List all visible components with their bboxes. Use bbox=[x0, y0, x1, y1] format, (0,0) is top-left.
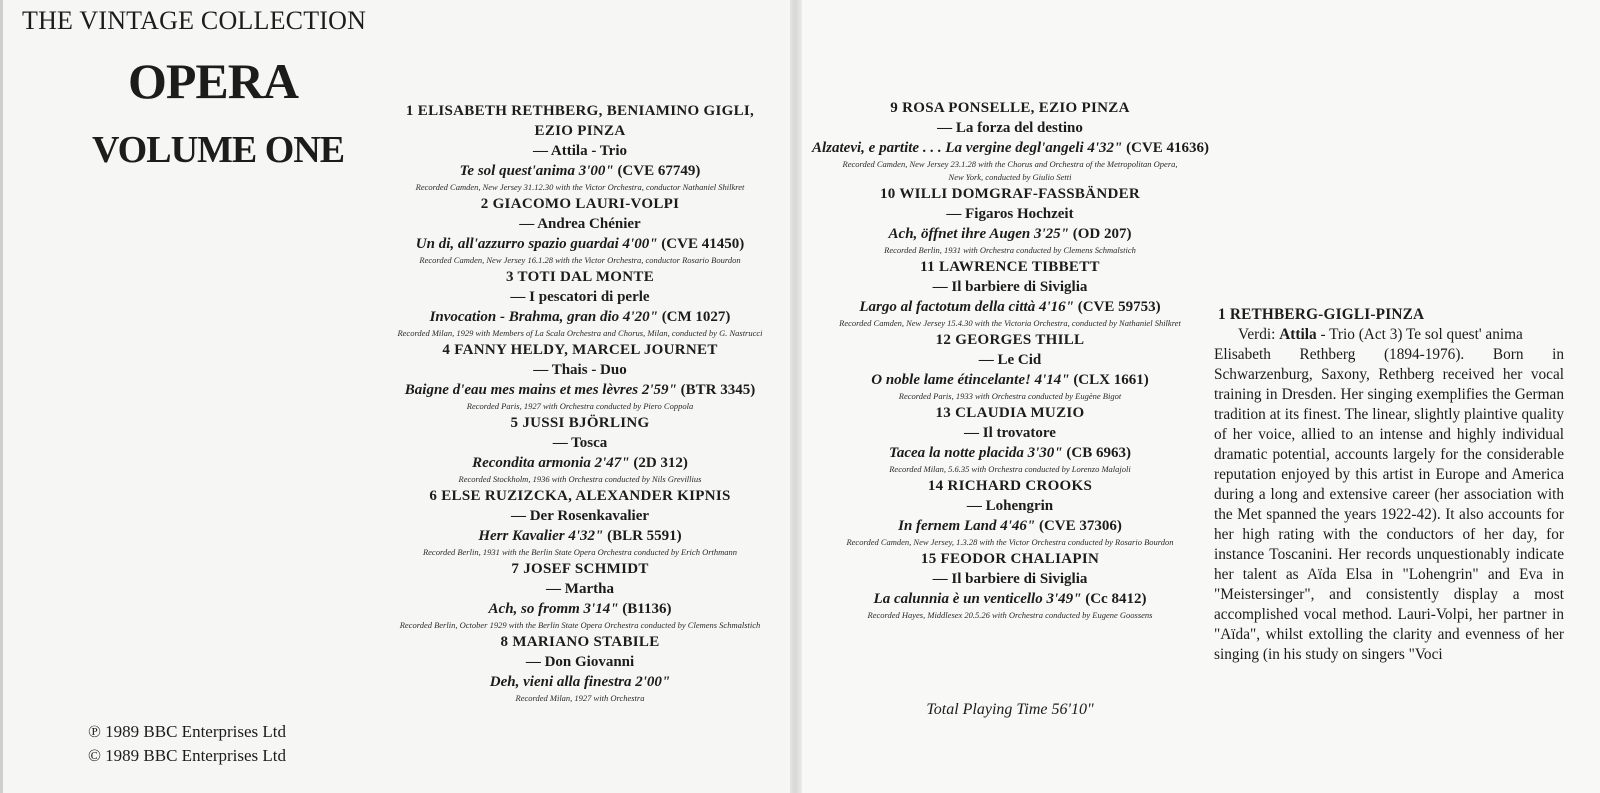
track-performers: 15 FEODOR CHALIAPIN bbox=[920, 551, 1100, 567]
track-aria-line bbox=[380, 599, 780, 619]
track-aria: Baigne d'eau mes mains et mes lèvres 2'59" bbox=[404, 382, 677, 398]
track-catalogue-number: (CVE 41450) bbox=[661, 236, 745, 252]
track-performers: 5 JUSSI BJÖRLING bbox=[510, 415, 650, 431]
track-catalogue-number: (CVE 59753) bbox=[1077, 299, 1161, 315]
track-recording-note: Recorded Milan, 1929 with Members of La Scala Orchestra and Chorus, Milan, conducted by G. Nastrucci bbox=[397, 328, 763, 338]
track-performers: 14 RICHARD CROOKS bbox=[927, 478, 1093, 494]
track-aria-line bbox=[380, 380, 780, 400]
track-aria-line bbox=[812, 297, 1208, 317]
track-catalogue-number: (Cc 8412) bbox=[1085, 591, 1147, 607]
copyright-block bbox=[88, 720, 286, 768]
track-aria-line bbox=[812, 224, 1208, 244]
track-aria: Ach, so fromm 3'14" bbox=[488, 601, 619, 617]
track-recording-note: Recorded Stockholm, 1936 with Orchestra conducted by Nils Grevillius bbox=[458, 474, 702, 484]
track-performers: 9 ROSA PONSELLE, EZIO PINZA bbox=[890, 100, 1130, 116]
track-performers: 13 CLAUDIA MUZIO bbox=[935, 405, 1085, 421]
track-aria: Deh, vieni alla finestra 2'00" bbox=[489, 674, 671, 690]
track-entry bbox=[812, 184, 1208, 257]
track-entry bbox=[380, 101, 780, 194]
track-recording-note: Recorded Milan, 1927 with Orchestra bbox=[515, 693, 645, 703]
track-recording-note: Recorded Berlin, October 1929 with the Berlin State Opera Orchestra conducted by Clemens Schmalstich bbox=[399, 620, 761, 630]
track-work: — Figaros Hochzeit bbox=[946, 206, 1074, 222]
track-aria: Recondita armonia 2'47" bbox=[472, 455, 630, 471]
track-entry bbox=[812, 403, 1208, 476]
track-performers: 7 JOSEF SCHMIDT bbox=[511, 561, 649, 577]
notes-body: Elisabeth Rethberg (1894-1976). Born in Schwarzenburg, Saxony, Rethberg received her vocal training in Dresden. Her singing exemplifies the German tradition at its finest. The linear, slightly plaintive quality of her voice, allied to an intense and highly individual dramatic potential, accounts largely for the considerable reputation enjoyed by this artist in Europe and America during a long and extensive career (her association with the Met spanned the years 1922-42). It also accounts for her high rating with the conductors of her day, for instance Toscanini. Her records unquestionably indicate her talent as Aïda Elsa in "Lohengrin" and Eva in "Meistersinger", and consistently display a most accomplished vocal method. Lauri-Volpi, her partner in "Aïda", whilst extolling the clarity and evenness of her singing (in his study on singers "Voci bbox=[1214, 346, 1564, 663]
track-performers: 3 TOTI DAL MONTE bbox=[505, 269, 655, 285]
track-entry bbox=[380, 632, 780, 705]
series-title: THE VINTAGE COLLECTION bbox=[22, 6, 367, 35]
track-aria: In fernem Land 4'46" bbox=[898, 518, 1036, 534]
track-aria: Tacea la notte placida 3'30" bbox=[889, 445, 1063, 461]
track-list-column-2 bbox=[812, 98, 1208, 622]
track-entry bbox=[812, 549, 1208, 622]
track-work: — Tosca bbox=[552, 435, 608, 451]
notes-heading: 1 RETHBERG-GIGLI-PINZA bbox=[1218, 306, 1425, 323]
track-aria-line bbox=[812, 589, 1208, 609]
total-playing-time: Total Playing Time 56'10" bbox=[926, 701, 1094, 718]
track-aria-line bbox=[380, 526, 780, 546]
track-recording-note: Recorded Camden, New Jersey 16.1.28 with the Victor Orchestra, conductor Rosario Bourdon bbox=[419, 255, 741, 265]
notes-subtitle bbox=[1214, 325, 1564, 345]
track-catalogue-number: (CVE 41636) bbox=[1126, 140, 1210, 156]
track-entry bbox=[380, 559, 780, 632]
track-catalogue-number: (CB 6963) bbox=[1066, 445, 1131, 461]
track-aria-line bbox=[812, 370, 1208, 390]
track-aria: La calunnia è un venticello 3'49" bbox=[873, 591, 1082, 607]
copyright-notice: © 1989 BBC Enterprises Ltd bbox=[88, 746, 287, 765]
phonogram-copyright: ℗ 1989 BBC Enterprises Ltd bbox=[88, 722, 287, 741]
track-recording-note: Recorded Milan, 5.6.35 with Orchestra conducted by Lorenzo Malajoli bbox=[889, 464, 1131, 474]
track-aria: O noble lame étincelante! 4'14" bbox=[871, 372, 1070, 388]
track-aria: Largo al factotum della città 4'16" bbox=[859, 299, 1074, 315]
track-work: — Andrea Chénier bbox=[519, 216, 641, 232]
track-aria: Alzatevi, e partite . . . La vergine degl'angeli 4'32" bbox=[812, 140, 1123, 156]
track-entry bbox=[380, 340, 780, 413]
track-work: — Don Giovanni bbox=[525, 654, 635, 670]
track-recording-note: Recorded Camden, New Jersey, 1.3.28 with the Victor Orchestra conducted by Rosario Bourdon bbox=[846, 537, 1174, 547]
track-catalogue-number: (OD 207) bbox=[1072, 226, 1132, 242]
track-entry bbox=[812, 98, 1208, 184]
track-performers: 8 MARIANO STABILE bbox=[500, 634, 660, 650]
notes-subtitle-rest: - Trio (Act 3) Te sol quest' anima bbox=[1320, 326, 1523, 343]
track-work: — Martha bbox=[546, 581, 614, 597]
track-recording-note: Recorded Camden, New Jersey 15.4.30 with the Victoria Orchestra, conducted by Nathaniel Shilkret bbox=[839, 318, 1181, 328]
track-work: — Lohengrin bbox=[966, 498, 1054, 514]
track-performers: 1 ELISABETH RETHBERG, BENIAMINO GIGLI, bbox=[405, 103, 755, 119]
track-list-column-1 bbox=[380, 101, 780, 705]
track-entry bbox=[812, 330, 1208, 403]
booklet-spine bbox=[790, 0, 802, 793]
album-title: OPERA bbox=[128, 53, 298, 109]
track-work: — Attila - Trio bbox=[532, 143, 628, 159]
liner-notes bbox=[1214, 305, 1564, 665]
track-performers: 12 GEORGES THILL bbox=[935, 332, 1085, 348]
track-aria-line bbox=[812, 443, 1208, 463]
track-recording-note: New York, conducted by Giulio Setti bbox=[948, 172, 1072, 182]
track-catalogue-number: (CLX 1661) bbox=[1073, 372, 1149, 388]
track-aria: Herr Kavalier 4'32" bbox=[478, 528, 604, 544]
notes-work: Attila bbox=[1279, 326, 1317, 343]
track-aria: Ach, öffnet ihre Augen 3'25" bbox=[888, 226, 1069, 242]
track-aria-line bbox=[380, 234, 780, 254]
track-performers: 10 WILLI DOMGRAF-FASSBÄNDER bbox=[879, 186, 1141, 202]
track-work: — La forza del destino bbox=[937, 120, 1083, 136]
left-page bbox=[0, 0, 790, 793]
volume-title: VOLUME ONE bbox=[92, 129, 345, 171]
track-aria-line bbox=[812, 516, 1208, 536]
track-entry bbox=[380, 486, 780, 559]
track-aria-line bbox=[380, 307, 780, 327]
track-recording-note: Recorded Paris, 1927 with Orchestra conducted by Piero Coppola bbox=[466, 401, 694, 411]
track-recording-note: Recorded Camden, New Jersey 31.12.30 with the Victor Orchestra, conductor Nathaniel Shilkret bbox=[415, 182, 745, 192]
track-recording-note: Recorded Berlin, 1931 with the Berlin State Opera Orchestra conducted by Erich Orthmann bbox=[422, 547, 738, 557]
track-entry bbox=[380, 267, 780, 340]
track-catalogue-number: (CVE 37306) bbox=[1038, 518, 1122, 534]
notes-composer: Verdi: bbox=[1238, 326, 1276, 343]
track-catalogue-number: (BTR 3345) bbox=[680, 382, 756, 398]
track-catalogue-number: (CM 1027) bbox=[661, 309, 731, 325]
track-recording-note: Recorded Hayes, Middlesex 20.5.26 with Orchestra conducted by Eugene Goossens bbox=[867, 610, 1153, 620]
track-aria: Un di, all'azzurro spazio guardai 4'00" bbox=[415, 236, 658, 252]
track-recording-note: Recorded Camden, New Jersey 23.1.28 with the Chorus and Orchestra of the Metropolitan Opera, bbox=[842, 159, 1178, 169]
track-performers: 4 FANNY HELDY, MARCEL JOURNET bbox=[442, 342, 718, 358]
track-aria-line bbox=[812, 138, 1208, 158]
track-work: — I pescatori di perle bbox=[510, 289, 650, 305]
track-aria-line bbox=[380, 161, 780, 181]
track-recording-note: Recorded Berlin, 1931 with Orchestra conducted by Clemens Schmalstich bbox=[884, 245, 1136, 255]
track-recording-note: Recorded Paris, 1933 with Orchestra conducted by Eugène Bigot bbox=[898, 391, 1122, 401]
track-entry bbox=[812, 476, 1208, 549]
track-aria-line bbox=[380, 453, 780, 473]
track-performers: 6 ELSE RUZIZCKA, ALEXANDER KIPNIS bbox=[429, 488, 731, 504]
track-work: — Le Cid bbox=[978, 352, 1042, 368]
track-performers: EZIO PINZA bbox=[534, 123, 626, 139]
track-catalogue-number: (BLR 5591) bbox=[607, 528, 682, 544]
track-work: — Il barbiere di Siviglia bbox=[932, 571, 1088, 587]
track-catalogue-number: (B1136) bbox=[622, 601, 672, 617]
track-catalogue-number: (CVE 67749) bbox=[617, 163, 701, 179]
page-edge bbox=[0, 0, 3, 793]
track-work: — Der Rosenkavalier bbox=[510, 508, 650, 524]
track-performers: 2 GIACOMO LAURI-VOLPI bbox=[480, 196, 680, 212]
track-aria-line bbox=[380, 672, 780, 692]
track-aria: Te sol quest'anima 3'00" bbox=[459, 163, 614, 179]
track-entry bbox=[380, 194, 780, 267]
track-work: — Thais - Duo bbox=[533, 362, 627, 378]
track-performers: 11 LAWRENCE TIBBETT bbox=[920, 259, 1100, 275]
track-work: — Il barbiere di Siviglia bbox=[932, 279, 1088, 295]
track-catalogue-number: (2D 312) bbox=[633, 455, 688, 471]
track-entry bbox=[380, 413, 780, 486]
track-work: — Il trovatore bbox=[964, 425, 1056, 441]
track-aria: Invocation - Brahma, gran dio 4'20" bbox=[429, 309, 658, 325]
track-entry bbox=[812, 257, 1208, 330]
